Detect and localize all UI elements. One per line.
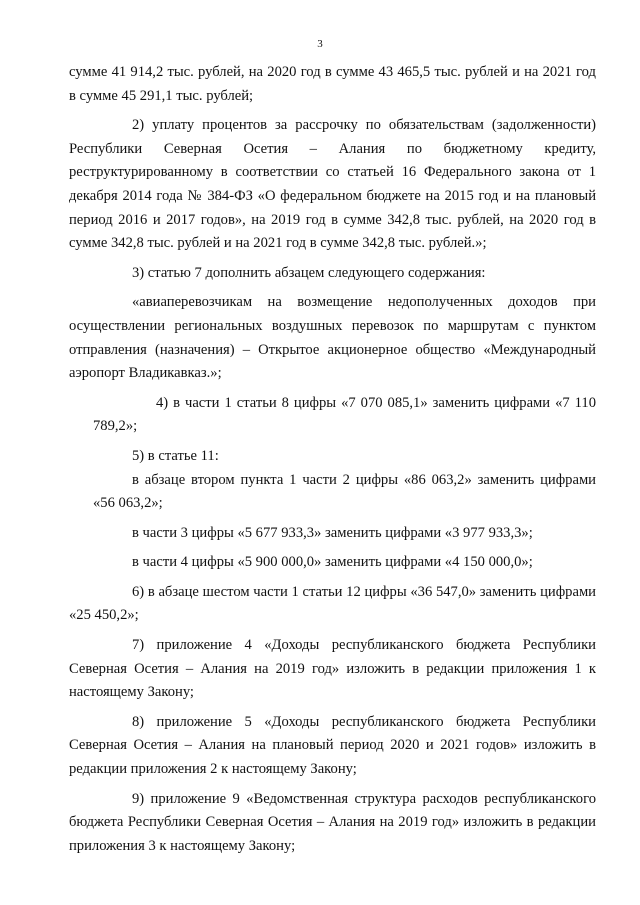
paragraph-continuation: сумме 41 914,2 тыс. рублей, на 2020 год в сумме 43 465,5 тыс. рублей и на 2021 год в сумме 45 291,1 тыс. рублей; — [69, 64, 596, 104]
paragraph-item-8: 8) приложение 5 «Доходы республиканского бюджета Республики Северная Осетия – Алания на плановый период 2020 и 2021 годов» изложить в редакции приложения 2 к настоящему Закону; — [69, 713, 596, 778]
paragraph-quote: «авиаперевозчикам на возмещение недополученных доходов при осуществлении региональных воздушных перевозок по маршрутам с пунктом отправления (назначения) – Открытое акционерное общество «Международный аэропорт Владикавказ.»; — [69, 294, 596, 382]
paragraph-item-4: 4) в части 1 статьи 8 цифры «7 070 085,1» заменить цифрами «7 110 789,2»; — [93, 394, 596, 435]
paragraph-item-9: 9) приложение 9 «Ведомственная структура расходов республиканского бюджета Республики Северная Осетия – Алания на 2019 год» изложить в редакции приложения 3 к настоящему Закону; — [69, 790, 596, 854]
paragraph-item-5-c: в части 4 цифры «5 900 000,0» заменить цифрами «4 150 000,0»; — [132, 554, 533, 571]
document-body — [69, 61, 596, 858]
paragraph-item-7: 7) приложение 4 «Доходы республиканского бюджета Республики Северная Осетия – Алания на 2019 год» изложить в редакции приложения 1 к настоящему Закону; — [69, 637, 596, 701]
paragraph-item-5: 5) в статье 11: — [132, 447, 219, 464]
paragraph-item-6: 6) в абзаце шестом части 1 статьи 12 цифры «36 547,0» заменить цифрами «25 450,2»; — [69, 583, 596, 624]
page-number: 3 — [317, 38, 323, 50]
paragraph-item-5-a: в абзаце втором пункта 1 части 2 цифры «86 063,2» заменить цифрами «56 063,2»; — [93, 471, 596, 512]
paragraph-item-2: 2) уплату процентов за рассрочку по обязательствам (задолженности) Республики Северная Осетия – Алания по бюджетному кредиту, реструктурированному в соответствии со статьей 16 Федерального закона от 1 декабря 2014 года № 384-ФЗ «О федеральном бюджете на 2015 год и на плановый период 2016 и 2017 годов», на 2019 год в сумме 342,8 тыс. рублей, на 2020 год в сумме 342,8 тыс. рублей и на 2021 год в сумме 342,8 тыс. рублей.»; — [69, 117, 596, 252]
paragraph-item-5-b: в части 3 цифры «5 677 933,3» заменить цифрами «3 977 933,3»; — [132, 524, 533, 541]
paragraph-item-3: 3) статью 7 дополнить абзацем следующего содержания: — [132, 264, 486, 281]
